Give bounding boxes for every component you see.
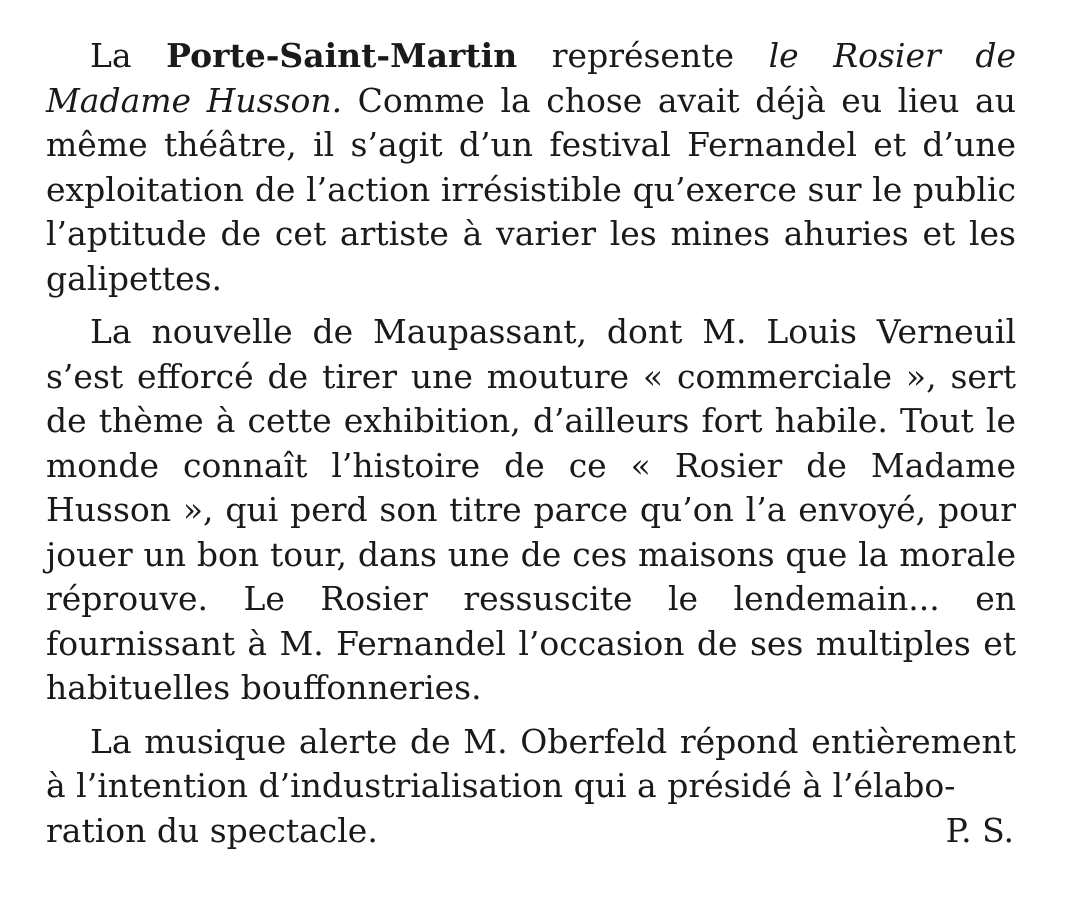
author-signature: P. S.	[945, 810, 1014, 850]
paragraph-3-last-line: ration du spectacle.	[46, 810, 378, 850]
paragraph-1-verb: représente	[517, 36, 769, 75]
paragraph-1	[46, 34, 1016, 301]
theatre-name: Porte-Saint-Martin	[166, 36, 518, 75]
paragraph-1-lead: La	[90, 36, 167, 75]
paragraph-3	[46, 720, 1016, 854]
play-title: le Rosier de Madame Husson.	[46, 36, 1016, 120]
article-text	[46, 34, 1016, 862]
paragraph-1-rest: Comme la chose avait déjà eu lieu au même théâtre, il s’agit d’un festival Fernandel et d’une exploitation de l’action irrésistible qu’exerce sur le public l’aptitude de cet artiste à varier les mines ahuries et les galipettes.	[46, 80, 1016, 298]
paragraph-3-text: La musique alerte de M. Oberfeld répond entièrement à l’intention d’industrialisation qui a présidé à l’élabo-	[46, 721, 1016, 805]
paragraph-2: La nouvelle de Maupassant, dont M. Louis Verneuil s’est efforcé de tirer une mouture « commerciale », sert de thème à cette exhibition, d’ailleurs fort habile. Tout le monde connaît l’histoire de ce « Rosier de Madame Husson », qui perd son titre parce qu’on l’a envoyé, pour jouer un bon tour, dans une de ces maisons que la morale réprouve. Le Rosier ressuscite le lendemain... en fournissant à M. Fernandel l’occasion de ses multiples et habituelles bouffonneries.	[46, 312, 1016, 707]
signature-line	[46, 809, 1016, 854]
